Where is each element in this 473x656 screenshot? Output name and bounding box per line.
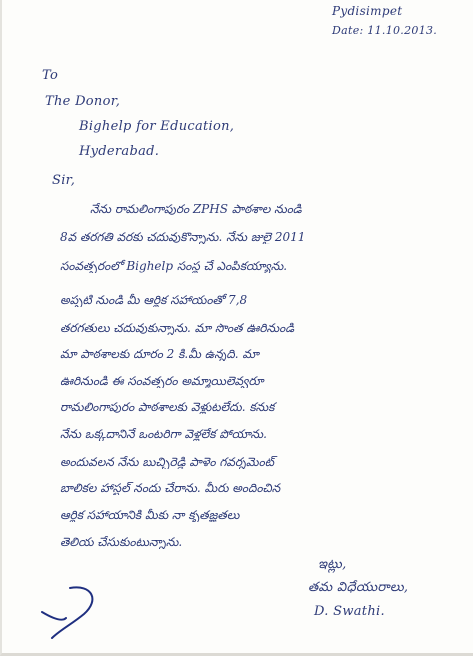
body-line: నేను రామలింగాపురం ZPHS పాఠశాల నుండి [90,202,302,216]
address-line-2: Bighelp for Education, [79,119,235,134]
address-line-1: The Donor, [45,94,121,109]
body-line: 8వ తరగతి వరకు చదువుకొన్నాను. నేను జులై 2011 [60,230,306,244]
body-line: నేను ఒక్కదానినే ఒంటరిగా వెళ్లలేక పోయాను. [60,427,267,441]
closing-line-2: తమ విధేయురాలు, [308,580,409,595]
body-line: రామలింగాపురం పాఠశాలకు వెళ్లుటలేదు. కనుక [60,400,275,414]
salutation: Sir, [52,173,76,188]
body-line: అందువలన నేను బుచ్చిరెడ్డి పాళెం గవర్నమెంట్ [60,455,274,469]
body-line: అప్పటి నుండి మీ ఆర్థిక సహాయంతో 7,8 [60,293,248,307]
body-line: తరగతులు చదువుకున్నాను. మా సొంత ఊరినుండి [60,321,295,335]
signer-name: D. Swathi. [314,604,385,619]
address-to: To [42,68,59,83]
body-line: ఆర్థిక సహాయానికి మీకు నా కృతజ్ఞతలు [60,508,240,522]
address-line-3: Hyderabad. [79,144,160,159]
body-line: బాలికల హాస్టల్ నందు చేరాను. మీరు అందించిన [60,481,281,495]
place-name: Pydisimpet [332,4,403,18]
body-line: మా పాఠశాలకు దూరం 2 కి.మీ ఉన్నది. మా [60,347,259,361]
body-line: సంవత్సరంలో Bighelp సంస్థ చే ఎంపికయ్యాను. [60,259,288,273]
closing-line-1: ఇట్లు, [318,557,347,572]
letter-date: Date: 11.10.2013. [332,24,438,37]
body-line: తెలియ చేసుకుంటున్నాను. [60,535,183,549]
body-line: ఊరినుండి ఈ సంవత్సరం అమ్మాయిలెవ్వరూ [60,374,264,388]
handwritten-signature [32,578,112,648]
